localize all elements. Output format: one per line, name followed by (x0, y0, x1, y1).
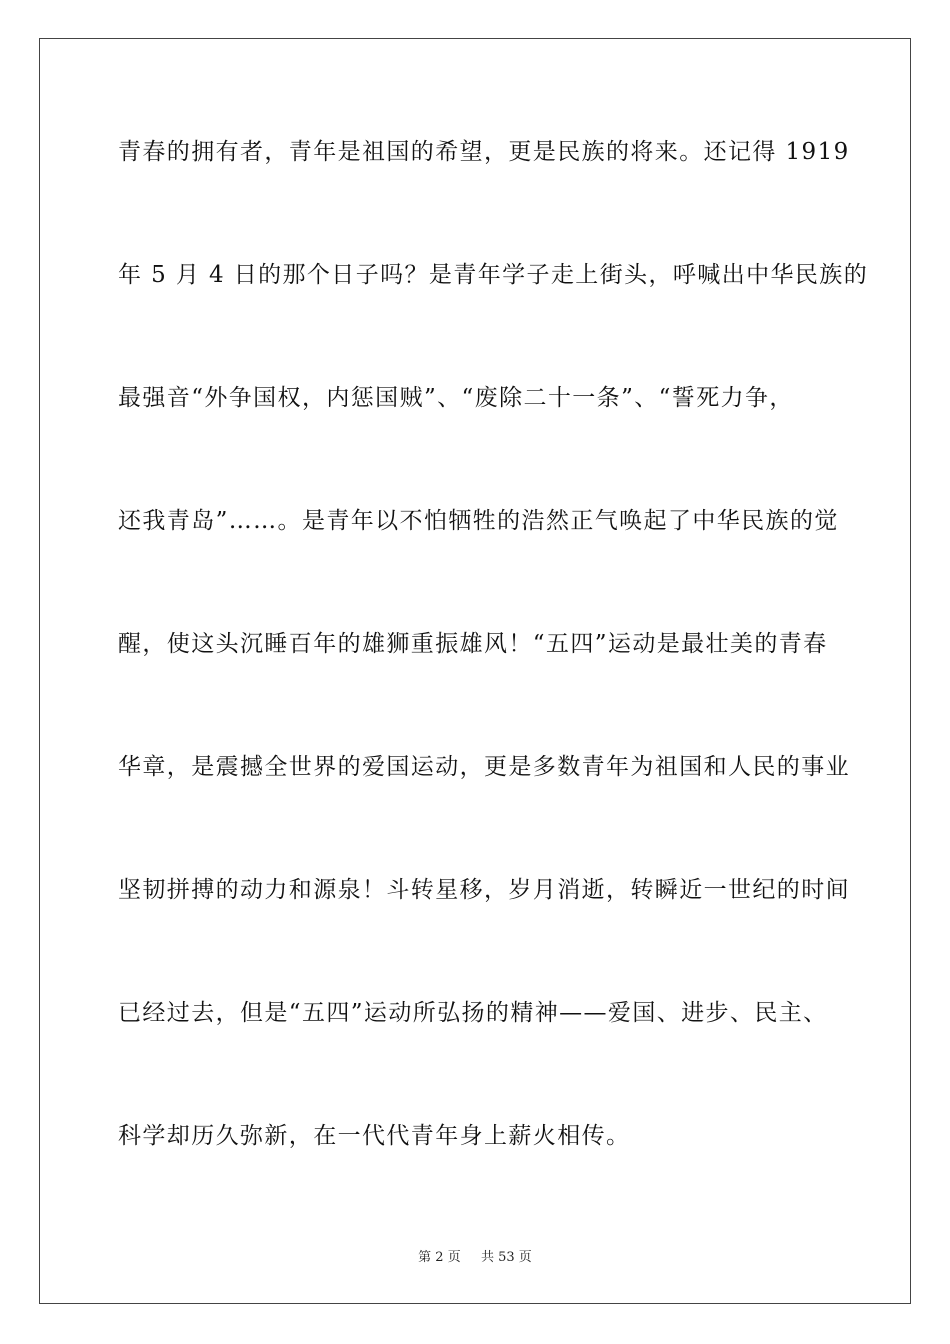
text-line-4: 还我青岛”……。是青年以不怕牺牲的浩然正气唤起了中华民族的觉 (118, 508, 839, 534)
page-footer (0, 1246, 950, 1265)
text-line-1: 青春的拥有者，青年是祖国的希望，更是民族的将来。还记得 1919 (118, 139, 850, 165)
page-number: 第 2 页 (418, 1250, 461, 1265)
document-body (118, 128, 869, 1235)
text-line-2: 年 5 月 4 日的那个日子吗？是青年学子走上街头，呼喊出中华民族的 (118, 262, 869, 288)
text-line-3: 最强音“外争国权，内惩国贼”、“废除二十一条”、“誓死力争， (118, 385, 794, 411)
text-line-9: 科学却历久弥新，在一代代青年身上薪火相传。 (118, 1123, 631, 1149)
text-line-7: 坚韧拼搏的动力和源泉！斗转星移，岁月消逝，转瞬近一世纪的时间 (118, 877, 850, 903)
text-line-8: 已经过去，但是“五四”运动所弘扬的精神——爱国、进步、民主、 (118, 1000, 828, 1026)
text-line-6: 华章，是震撼全世界的爱国运动，更是多数青年为祖国和人民的事业 (118, 754, 850, 780)
text-line-5: 醒，使这头沉睡百年的雄狮重振雄风！“五四”运动是最壮美的青春 (118, 631, 828, 657)
total-pages: 共 53 页 (481, 1250, 532, 1265)
